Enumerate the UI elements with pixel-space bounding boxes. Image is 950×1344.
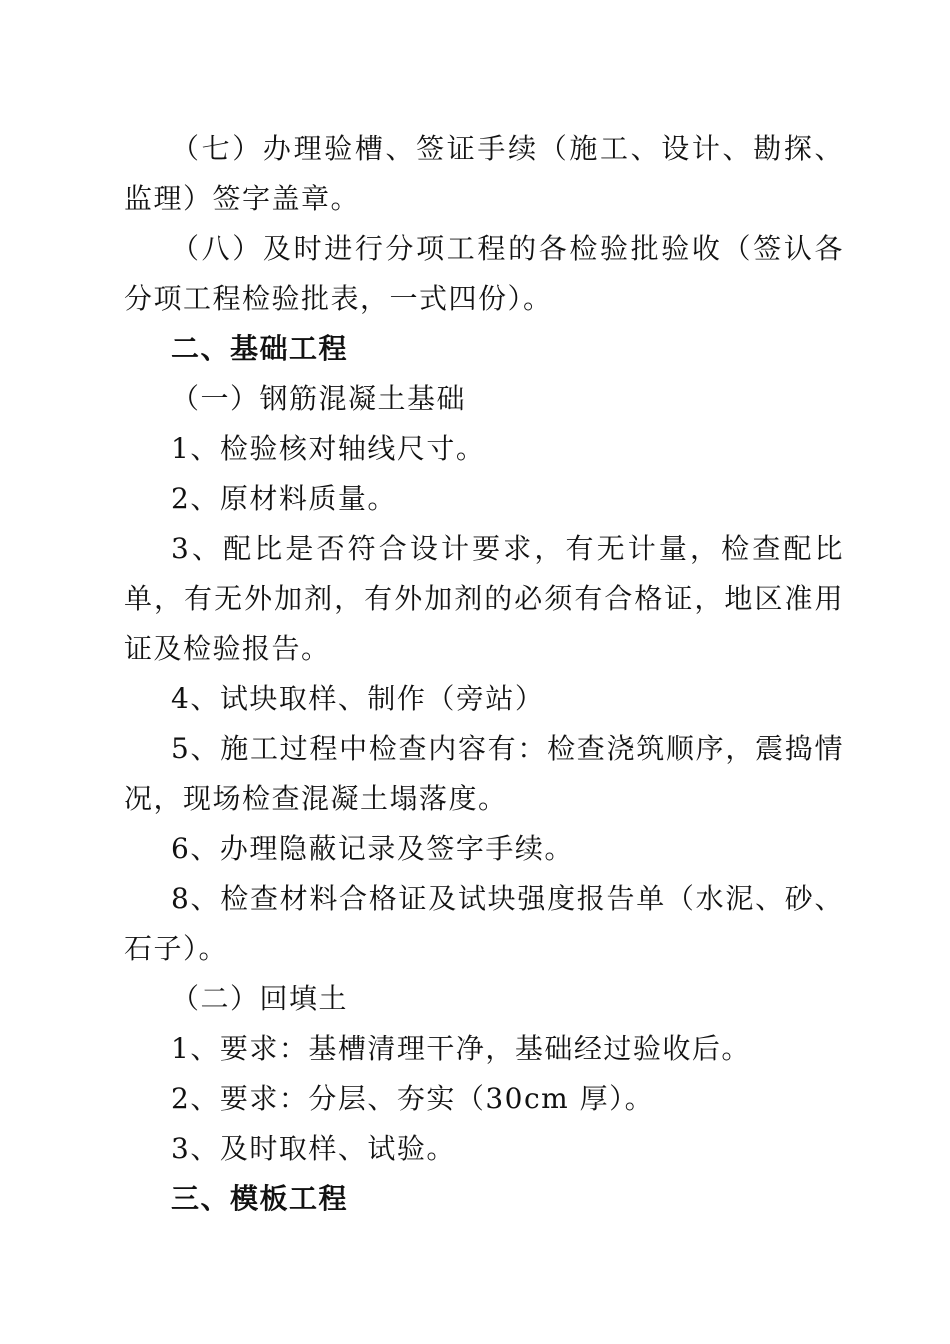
subsection-rc-foundation: （一）钢筋混凝土基础	[171, 382, 467, 415]
list-item: 5、施工过程中检查内容有：检查浇筑顺序，震捣情况，现场检查混凝土塌落度。	[124, 732, 844, 815]
section-heading-foundation: 二、基础工程	[171, 332, 349, 365]
section-heading-formwork: 三、模板工程	[171, 1182, 349, 1215]
document-body	[124, 124, 844, 1224]
list-item: 2、要求：分层、夯实（30cm 厚）。	[171, 1082, 655, 1115]
list-item: 4、试块取样、制作（旁站）	[171, 682, 545, 715]
list-item: 3、及时取样、试验。	[171, 1132, 456, 1165]
subsection-backfill: （二）回填土	[171, 982, 349, 1015]
paragraph-8-batch-acceptance: （八）及时进行分项工程的各检验批验收（签认各分项工程检验批表，一式四份）。	[124, 232, 844, 315]
list-item: 1、要求：基槽清理干净，基础经过验收后。	[171, 1032, 751, 1065]
list-item: 1、检验核对轴线尺寸。	[171, 432, 486, 465]
list-item: 6、办理隐蔽记录及签字手续。	[171, 832, 574, 865]
list-item: 3、配比是否符合设计要求，有无计量，检查配比单，有无外加剂，有外加剂的必须有合格证，地区准用证及检验报告。	[124, 532, 844, 665]
list-item: 2、原材料质量。	[171, 482, 397, 515]
list-item: 8、检查材料合格证及试块强度报告单（水泥、砂、石子）。	[124, 882, 844, 965]
paragraph-7-inspection-signoff: （七）办理验槽、签证手续（施工、设计、勘探、监理）签字盖章。	[124, 132, 844, 215]
